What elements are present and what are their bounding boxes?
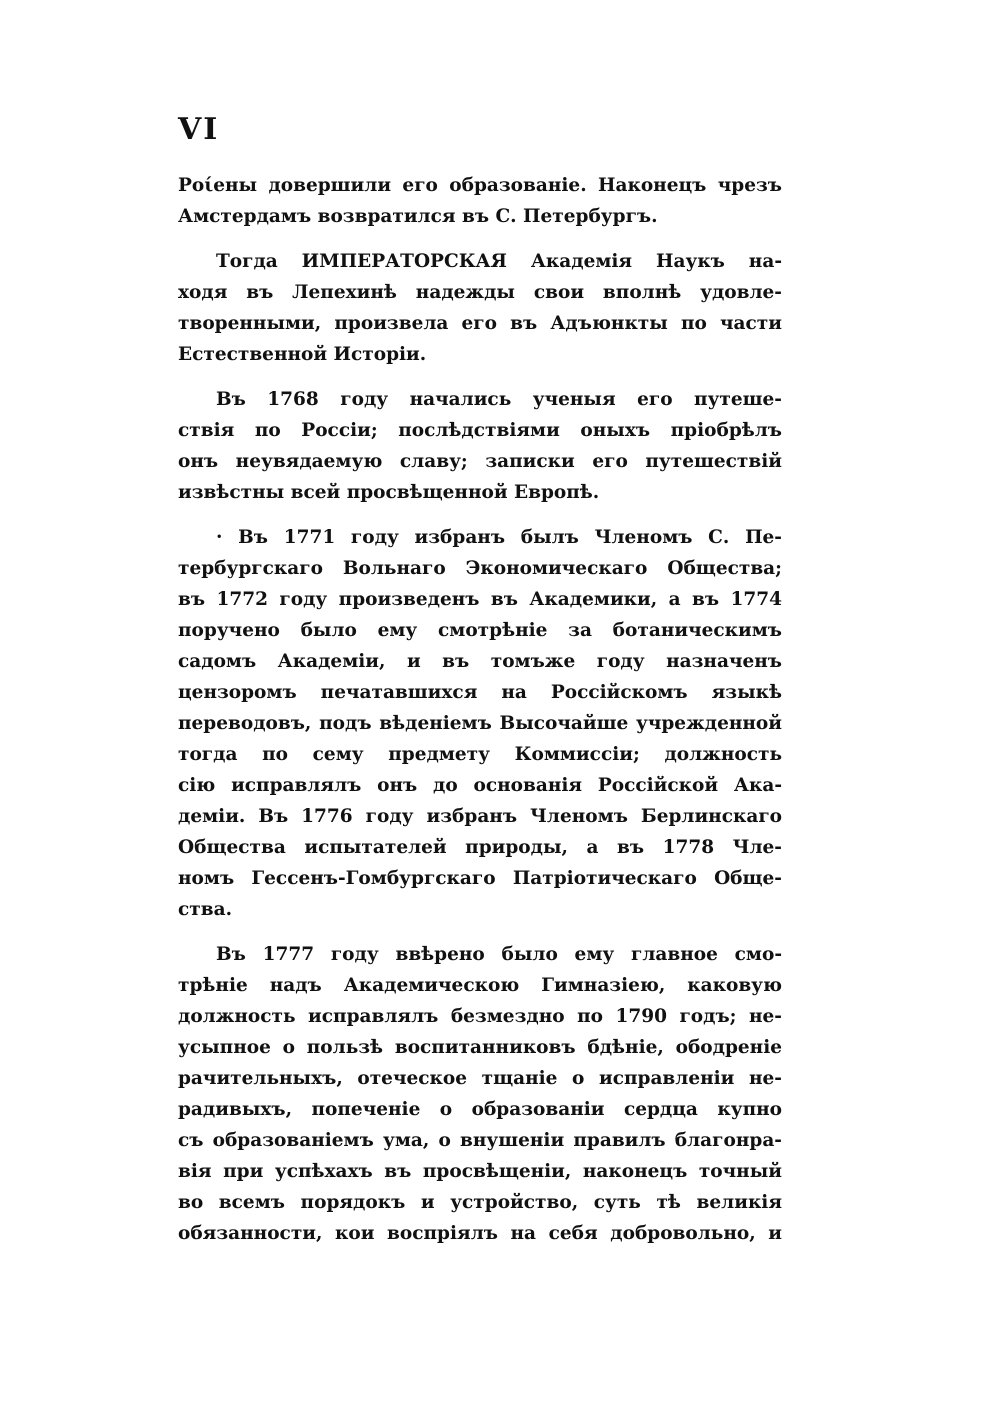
text-line: сію исправлялъ онъ до основанія Россійской Ака-	[178, 775, 782, 796]
page-number: VI	[178, 112, 220, 147]
text-line: переводовъ, подъ вѣденіемъ Высочайше учрежденной	[178, 713, 782, 734]
text-line: обязанности, кои воспріялъ на себя добровольно, и	[178, 1223, 782, 1244]
body-text	[178, 170, 782, 1263]
text-line: во всемъ порядокъ и устройство, суть тѣ великія	[178, 1192, 782, 1213]
paragraph-2	[178, 246, 782, 370]
text-line: номъ Гессенъ-Гомбургскаго Патріотическаго Обще-	[178, 868, 782, 889]
text-line: Амстердамъ возвратился въ С. Петербургъ.	[178, 206, 658, 227]
text-line: цензоромъ печатавшихся на Россійскомъ языкѣ	[178, 682, 782, 703]
text-line: вія при успѣхахъ въ просвѣщеніи, наконецъ точный	[178, 1161, 782, 1182]
text-line: Ροίены довершили его образованіе. Наконецъ чрезъ	[178, 175, 782, 196]
paragraph-4	[178, 522, 782, 925]
text-line: онъ неувядаемую славу; записки его путешествій	[178, 451, 782, 472]
text-line: усыпное о пользѣ воспитанниковъ бдѣніе, ободреніе	[178, 1037, 782, 1058]
text-line: ходя въ Лепехинѣ надежды свои вполнѣ удовле-	[178, 282, 782, 303]
text-line: творенными, произвела его въ Адъюнкты по части	[178, 313, 782, 334]
text-line: ства.	[178, 899, 233, 920]
text-line: деміи. Въ 1776 году избранъ Членомъ Берлинскаго	[178, 806, 782, 827]
text-line: радивыхъ, попеченіе о образованіи сердца купно	[178, 1099, 782, 1120]
text-line: трѣніе надъ Академическою Гимназіею, каковую	[178, 975, 782, 996]
paragraph-3	[178, 384, 782, 508]
text-line: садомъ Академіи, и въ томъже году назначенъ	[178, 651, 782, 672]
text-line: тербургскаго Вольнаго Экономическаго Общества;	[178, 558, 782, 579]
paragraph-5	[178, 939, 782, 1249]
text-line: Тогда ИМПЕРАТОРСКАЯ Академія Наукъ на-	[216, 251, 782, 272]
text-line: · Въ 1771 году избранъ былъ Членомъ С. Пе-	[216, 527, 782, 548]
text-line: тогда по сему предмету Коммиссіи; должность	[178, 744, 782, 765]
text-line: должность исправлялъ безмездно по 1790 годъ; не-	[178, 1006, 782, 1027]
text-line: Въ 1768 году начались ученыя его путеше-	[216, 389, 782, 410]
paragraph-1	[178, 170, 782, 232]
text-line: Въ 1777 году ввѣрено было ему главное смо-	[216, 944, 782, 965]
text-line: рачительныхъ, отеческое тщаніе о исправленіи не-	[178, 1068, 782, 1089]
text-line: съ образованіемъ ума, о внушеніи правилъ благонра-	[178, 1130, 782, 1151]
text-line: ствія по Россіи; послѣдствіями оныхъ пріобрѣлъ	[178, 420, 782, 441]
text-line: Общества испытателей природы, а въ 1778 Чле-	[178, 837, 782, 858]
text-line: поручено было ему смотрѣніе за ботаническимъ	[178, 620, 782, 641]
text-line: въ 1772 году произведенъ въ Академики, а въ 1774	[178, 589, 782, 610]
text-line: извѣстны всей просвѣщенной Европѣ.	[178, 482, 600, 503]
text-line: Естественной Исторіи.	[178, 344, 427, 365]
